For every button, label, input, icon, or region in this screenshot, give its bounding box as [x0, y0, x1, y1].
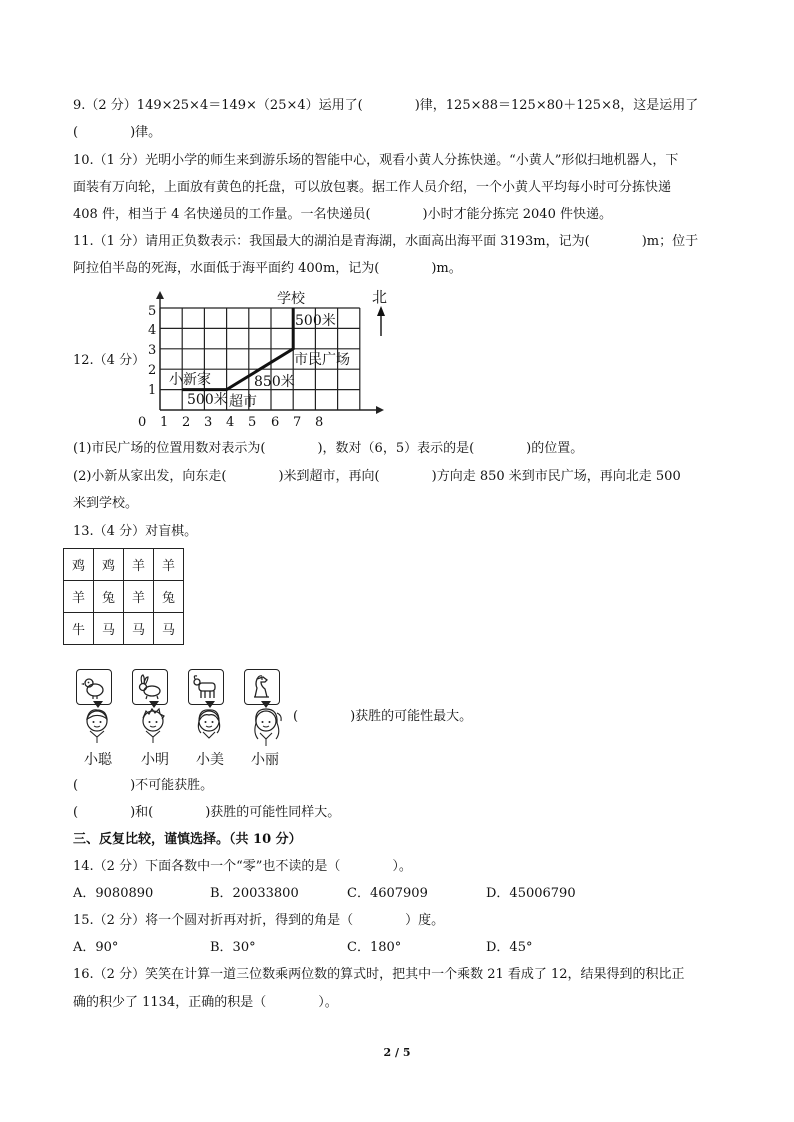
label-home: 小新家	[169, 372, 211, 388]
goat-bubble	[188, 669, 224, 705]
rabbit-icon	[133, 670, 167, 704]
grid-cell: 羊	[124, 581, 154, 613]
q15-option-c: C．180°	[347, 940, 402, 955]
grid-row	[64, 613, 184, 645]
label-dist-500-north: 500米	[295, 313, 336, 329]
grid-cell: 兔	[94, 581, 124, 613]
q14-option-a: A．9080890	[73, 886, 154, 901]
q15-option-d: D．45°	[486, 940, 533, 955]
y-tick-5: 5	[148, 304, 157, 319]
q16-line2: 确的积少了 1134，正确的积是（ ）。	[73, 995, 338, 1010]
y-axis-arrow	[156, 291, 164, 299]
x-tick-2: 2	[182, 415, 191, 430]
q14-option-c: C．4607909	[347, 886, 428, 901]
label-market: 超市	[229, 394, 257, 410]
chick-icon	[77, 670, 111, 704]
label-school: 学校	[277, 291, 305, 307]
goat-icon	[189, 670, 223, 704]
horse-bubble	[244, 669, 280, 705]
q15-option-b: B．30°	[210, 940, 256, 955]
x-tick-0: 0	[138, 415, 147, 430]
label-dist-500-east: 500米	[187, 392, 228, 408]
y-tick-1: 1	[148, 383, 157, 398]
x-tick-3: 3	[204, 415, 213, 430]
girl-face-icon	[249, 705, 285, 747]
q13-blank2: ( )不可能获胜。	[73, 778, 214, 793]
page-number: 2 / 5	[383, 1046, 411, 1059]
kid-name: 小聪	[84, 752, 112, 768]
q11-line2: 阿拉伯半岛的死海，水面低于海平面约 400m，记为( )m。	[73, 261, 462, 276]
grid-cell: 兔	[154, 581, 184, 613]
kid-name: 小美	[196, 752, 224, 768]
grid-cell: 羊	[124, 549, 154, 581]
grid-cell: 鸡	[94, 549, 124, 581]
x-tick-4: 4	[226, 415, 235, 430]
grid-row	[64, 581, 184, 613]
q11-line1: 11.（1 分）请用正负数表示：我国最大的湖泊是青海湖，水面高出海平面 3193m，记为( )m；位于	[73, 234, 699, 249]
y-tick-2: 2	[148, 363, 157, 378]
kid-name: 小丽	[251, 752, 279, 768]
q12-sub2a: (2)小新从家出发，向东走( )米到超市，再向( )方向走 850 米到市民广场，再向北走 500	[73, 469, 681, 484]
q12-map	[140, 286, 400, 434]
q15-option-a: A．90°	[73, 940, 119, 955]
label-plaza: 市民广场	[294, 352, 350, 368]
q13-blank3: ( )和( )获胜的可能性同样大。	[73, 805, 341, 820]
chick-bubble	[76, 669, 112, 705]
north-label: 北	[372, 288, 388, 306]
q10-line2: 面装有万向轮，上面放有黄色的托盘，可以放包裹。据工作人员介绍，一个小黄人平均每小时可分拣快递	[73, 180, 672, 195]
grid-cell: 羊	[154, 549, 184, 581]
x-tick-8: 8	[315, 415, 324, 430]
label-dist-850: 850米	[254, 374, 295, 390]
q14-option-d: D．45006790	[486, 886, 576, 901]
grid-cell: 马	[94, 613, 124, 645]
q9-line2: ( )律。	[73, 125, 162, 140]
q13-blank1: ( )获胜的可能性最大。	[293, 709, 473, 724]
north-arrow-head	[377, 306, 385, 316]
q16-line1: 16.（2 分）笑笑在计算一道三位数乘两位数的算式时，把其中一个乘数 21 看成了 12，结果得到的积比正	[73, 967, 685, 982]
kid-name: 小明	[141, 752, 169, 768]
grid-cell: 马	[124, 613, 154, 645]
x-tick-6: 6	[271, 415, 280, 430]
animal-grid	[63, 548, 184, 645]
x-tick-7: 7	[293, 415, 302, 430]
grid-cell: 鸡	[64, 549, 94, 581]
section-3-title: 三、反复比较，谨慎选择。（共 10 分）	[73, 832, 302, 847]
rabbit-bubble	[132, 669, 168, 705]
x-axis-arrow	[376, 406, 384, 414]
y-tick-3: 3	[148, 343, 157, 358]
horse-icon	[245, 670, 279, 704]
grid-cell: 牛	[64, 613, 94, 645]
girl-face-icon	[193, 705, 225, 745]
q10-line1: 10.（1 分）光明小学的师生来到游乐场的智能中心，观看小黄人分拣快递。“小黄人”形似扫地机器人，下	[73, 153, 679, 168]
q12-sub1: (1)市民广场的位置用数对表示为( )，数对（6，5）表示的是( )的位置。	[73, 441, 584, 456]
q13-label: 13.（4 分）对盲棋。	[73, 524, 198, 539]
x-tick-1: 1	[160, 415, 169, 430]
q15-stem: 15.（2 分）将一个圆对折再对折，得到的角是（ ）度。	[73, 913, 445, 928]
q12-label: 12.（4 分）	[73, 353, 146, 368]
q14-stem: 14.（2 分）下面各数中一个“零”也不读的是（ ）。	[73, 859, 412, 874]
boy-face-icon	[81, 705, 113, 745]
boy-face-icon	[137, 705, 169, 745]
q10-line3: 408 件，相当于 4 名快递员的工作量。一名快递员( )小时才能分拣完 2040 件快递。	[73, 207, 612, 222]
y-tick-4: 4	[148, 323, 157, 338]
x-tick-5: 5	[248, 415, 257, 430]
q9-line1: 9.（2 分）149×25×4＝149×（25×4）运用了( )律，125×88＝125×80＋125×8，这是运用了	[73, 98, 699, 113]
q12-sub2b: 米到学校。	[73, 496, 139, 511]
grid-row	[64, 549, 184, 581]
grid-cell: 羊	[64, 581, 94, 613]
grid-cell: 马	[154, 613, 184, 645]
q14-option-b: B．20033800	[210, 886, 299, 901]
